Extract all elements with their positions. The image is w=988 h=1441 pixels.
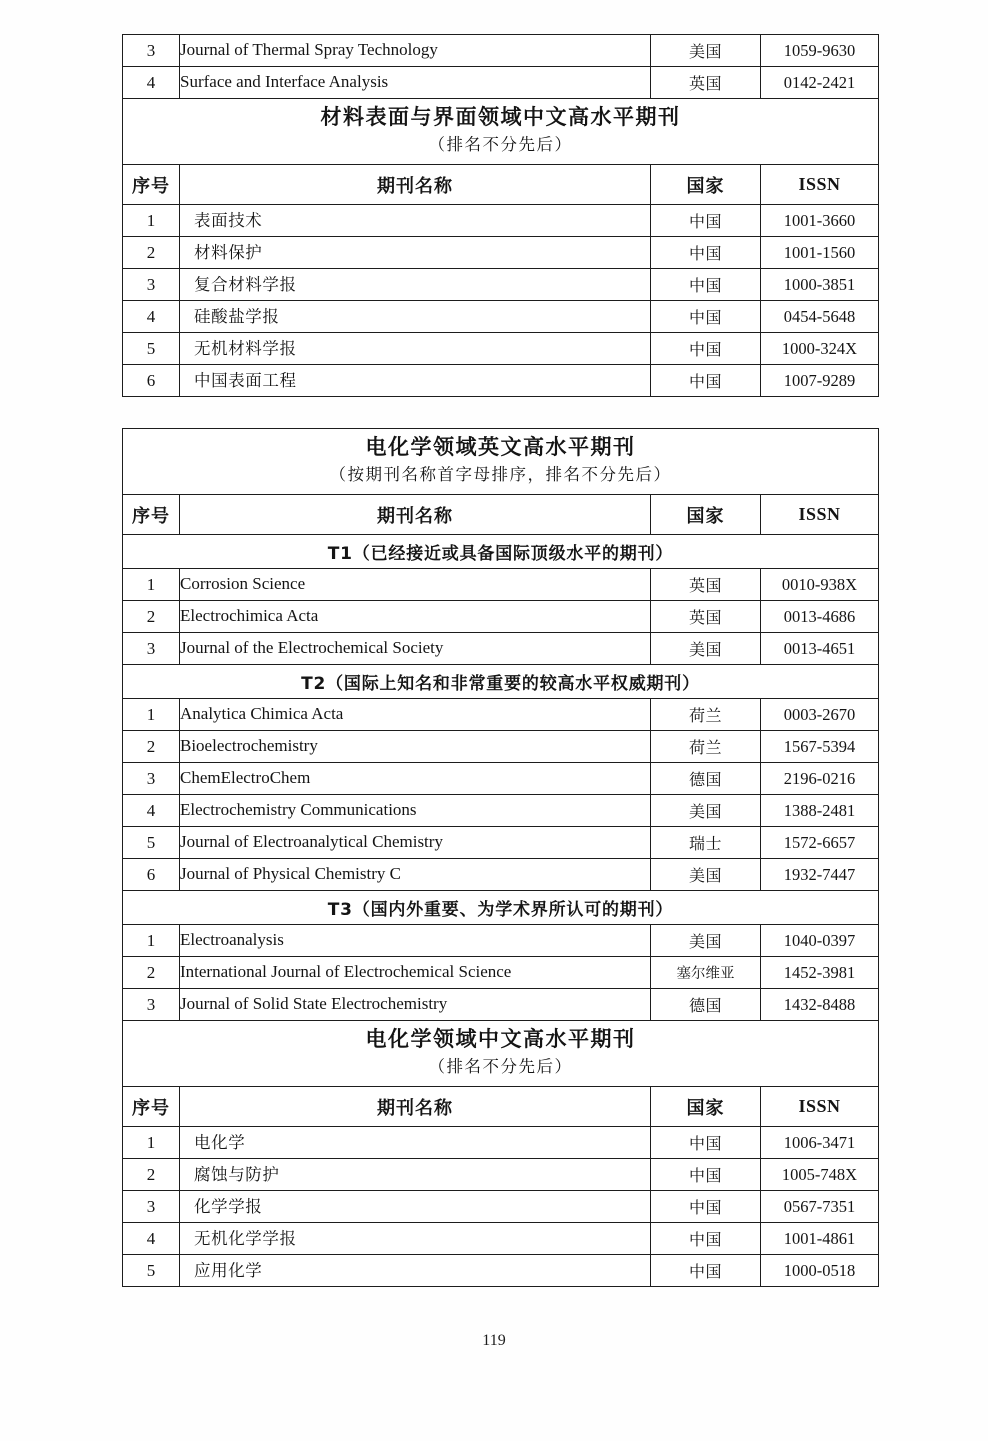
journal-country: 美国: [651, 795, 761, 827]
journal-name: 中国表面工程: [180, 365, 651, 397]
journal-name: Surface and Interface Analysis: [180, 67, 651, 99]
table-row: [123, 1127, 879, 1159]
journal-country: 英国: [651, 569, 761, 601]
journal-country: 塞尔维亚: [651, 957, 761, 989]
journal-country: 中国: [651, 237, 761, 269]
journal-issn: 0142-2421: [761, 67, 879, 99]
header-issn: ISSN: [761, 495, 879, 535]
journal-issn: 1000-0518: [761, 1255, 879, 1287]
row-index: 6: [123, 365, 180, 397]
journal-country: 荷兰: [651, 731, 761, 763]
header-no: 序号: [123, 495, 180, 535]
row-index: 2: [123, 237, 180, 269]
row-index: 1: [123, 205, 180, 237]
table-row: [123, 1223, 879, 1255]
table-row: [123, 67, 879, 99]
row-index: 5: [123, 827, 180, 859]
journal-issn: 0003-2670: [761, 699, 879, 731]
table-row: [123, 859, 879, 891]
header-no: 序号: [123, 1087, 180, 1127]
journal-name: 应用化学: [180, 1255, 651, 1287]
journal-name: 无机化学学报: [180, 1223, 651, 1255]
journal-name: Journal of Solid State Electrochemistry: [180, 989, 651, 1021]
journal-name: Analytica Chimica Acta: [180, 699, 651, 731]
journal-name: 腐蚀与防护: [180, 1159, 651, 1191]
row-index: 3: [123, 269, 180, 301]
table-row: [123, 301, 879, 333]
journal-issn: 0454-5648: [761, 301, 879, 333]
header-no: 序号: [123, 165, 180, 205]
row-index: 3: [123, 763, 180, 795]
journal-issn: 0013-4686: [761, 601, 879, 633]
table-row: [123, 237, 879, 269]
journal-issn: 1006-3471: [761, 1127, 879, 1159]
row-index: 2: [123, 957, 180, 989]
journal-country: 德国: [651, 763, 761, 795]
journal-country: 瑞士: [651, 827, 761, 859]
row-index: 3: [123, 1191, 180, 1223]
row-index: 2: [123, 1159, 180, 1191]
table-row: [123, 365, 879, 397]
table-row: [123, 925, 879, 957]
row-index: 2: [123, 731, 180, 763]
header-name: 期刊名称: [180, 495, 651, 535]
row-index: 4: [123, 301, 180, 333]
journal-name: Electroanalysis: [180, 925, 651, 957]
table-row: [123, 601, 879, 633]
table-row: [123, 699, 879, 731]
table-row: [123, 827, 879, 859]
journal-country: 荷兰: [651, 699, 761, 731]
journal-country: 美国: [651, 35, 761, 67]
table-row: [123, 569, 879, 601]
journal-issn: 1000-3851: [761, 269, 879, 301]
column-header-row: [123, 1087, 879, 1127]
tier-label: T3（国内外重要、为学术界所认可的期刊）: [123, 891, 879, 925]
section-title-sub: （排名不分先后）: [428, 135, 573, 155]
column-header-row: [123, 495, 879, 535]
journal-country: 中国: [651, 1191, 761, 1223]
journal-country: 英国: [651, 67, 761, 99]
section-title-cell: [123, 429, 879, 495]
journal-issn: 0567-7351: [761, 1191, 879, 1223]
journal-country: 美国: [651, 925, 761, 957]
section-title-main: 电化学领域中文高水平期刊: [365, 1027, 636, 1052]
journal-country: 中国: [651, 205, 761, 237]
row-index: 1: [123, 925, 180, 957]
journal-issn: 1572-6657: [761, 827, 879, 859]
table-row: [123, 333, 879, 365]
journal-country: 德国: [651, 989, 761, 1021]
row-index: 6: [123, 859, 180, 891]
table-row: [123, 731, 879, 763]
journal-name: Electrochemistry Communications: [180, 795, 651, 827]
journal-issn: 1005-748X: [761, 1159, 879, 1191]
journal-name: Electrochimica Acta: [180, 601, 651, 633]
table-row: [123, 989, 879, 1021]
table-row: [123, 205, 879, 237]
journal-name: 无机材料学报: [180, 333, 651, 365]
journal-issn: 1001-4861: [761, 1223, 879, 1255]
row-index: 3: [123, 35, 180, 67]
row-index: 4: [123, 1223, 180, 1255]
header-country: 国家: [651, 165, 761, 205]
table-row: [123, 957, 879, 989]
row-index: 5: [123, 333, 180, 365]
tier-label: T2（国际上知名和非常重要的较高水平权威期刊）: [123, 665, 879, 699]
row-index: 2: [123, 601, 180, 633]
section-title-cell: [123, 1021, 879, 1087]
page-number: 119: [482, 1332, 506, 1349]
journal-issn: 1001-3660: [761, 205, 879, 237]
section-title-sub: （排名不分先后）: [428, 1057, 573, 1077]
journal-name: 化学学报: [180, 1191, 651, 1223]
journal-name: 复合材料学报: [180, 269, 651, 301]
journal-issn: 1040-0397: [761, 925, 879, 957]
table-row: [123, 763, 879, 795]
header-name: 期刊名称: [180, 1087, 651, 1127]
header-country: 国家: [651, 1087, 761, 1127]
journal-name: Corrosion Science: [180, 569, 651, 601]
tier-label: T1（已经接近或具备国际顶级水平的期刊）: [123, 535, 879, 569]
row-index: 3: [123, 633, 180, 665]
section-title-main: 材料表面与界面领域中文高水平期刊: [320, 105, 681, 129]
table-row: [123, 1255, 879, 1287]
tier-label-row: [123, 535, 879, 569]
section-title-cell: [123, 99, 879, 165]
materials-journals-table: [122, 34, 879, 397]
journal-issn: 1567-5394: [761, 731, 879, 763]
journal-issn: 1007-9289: [761, 365, 879, 397]
row-index: 5: [123, 1255, 180, 1287]
table-row: [123, 269, 879, 301]
journal-country: 中国: [651, 1127, 761, 1159]
journal-country: 中国: [651, 365, 761, 397]
journal-name: Journal of Electroanalytical Chemistry: [180, 827, 651, 859]
row-index: 1: [123, 569, 180, 601]
journal-country: 美国: [651, 633, 761, 665]
journal-name: ChemElectroChem: [180, 763, 651, 795]
header-issn: ISSN: [761, 1087, 879, 1127]
journal-country: 中国: [651, 333, 761, 365]
journal-issn: 1452-3981: [761, 957, 879, 989]
journal-name: 电化学: [180, 1127, 651, 1159]
section-title-row: [123, 99, 879, 165]
journal-country: 中国: [651, 1159, 761, 1191]
journal-issn: 1059-9630: [761, 35, 879, 67]
journal-issn: 1000-324X: [761, 333, 879, 365]
header-issn: ISSN: [761, 165, 879, 205]
row-index: 1: [123, 699, 180, 731]
journal-issn: 1388-2481: [761, 795, 879, 827]
journal-name: 硅酸盐学报: [180, 301, 651, 333]
journal-country: 中国: [651, 1255, 761, 1287]
journal-issn: 2196-0216: [761, 763, 879, 795]
row-index: 4: [123, 67, 180, 99]
journal-country: 中国: [651, 269, 761, 301]
header-country: 国家: [651, 495, 761, 535]
journal-name: Journal of Thermal Spray Technology: [180, 35, 651, 67]
journal-issn: 1001-1560: [761, 237, 879, 269]
table-row: [123, 633, 879, 665]
journal-issn: 1932-7447: [761, 859, 879, 891]
table-row: [123, 1191, 879, 1223]
electrochemistry-journals-table: [122, 428, 879, 1287]
journal-name: 表面技术: [180, 205, 651, 237]
journal-issn: 0013-4651: [761, 633, 879, 665]
header-name: 期刊名称: [180, 165, 651, 205]
section-title-row: [123, 1021, 879, 1087]
section-title-row: [123, 429, 879, 495]
row-index: 4: [123, 795, 180, 827]
table-row: [123, 795, 879, 827]
journal-name: Bioelectrochemistry: [180, 731, 651, 763]
journal-name: Journal of Physical Chemistry C: [180, 859, 651, 891]
journal-country: 美国: [651, 859, 761, 891]
journal-name: 材料保护: [180, 237, 651, 269]
row-index: 1: [123, 1127, 180, 1159]
journal-issn: 0010-938X: [761, 569, 879, 601]
electrochem-table-body: [123, 429, 879, 1287]
journal-name: Journal of the Electrochemical Society: [180, 633, 651, 665]
tier-label-row: [123, 891, 879, 925]
journal-issn: 1432-8488: [761, 989, 879, 1021]
column-header-row: [123, 165, 879, 205]
table-row: [123, 35, 879, 67]
row-index: 3: [123, 989, 180, 1021]
journal-country: 英国: [651, 601, 761, 633]
section-title-sub: （按期刊名称首字母排序，排名不分先后）: [329, 465, 672, 485]
journal-name: International Journal of Electrochemical Science: [180, 957, 651, 989]
tier-label-row: [123, 665, 879, 699]
materials-table-body: [123, 35, 879, 397]
journal-country: 中国: [651, 1223, 761, 1255]
journal-country: 中国: [651, 301, 761, 333]
table-row: [123, 1159, 879, 1191]
section-title-main: 电化学领域英文高水平期刊: [365, 435, 636, 459]
